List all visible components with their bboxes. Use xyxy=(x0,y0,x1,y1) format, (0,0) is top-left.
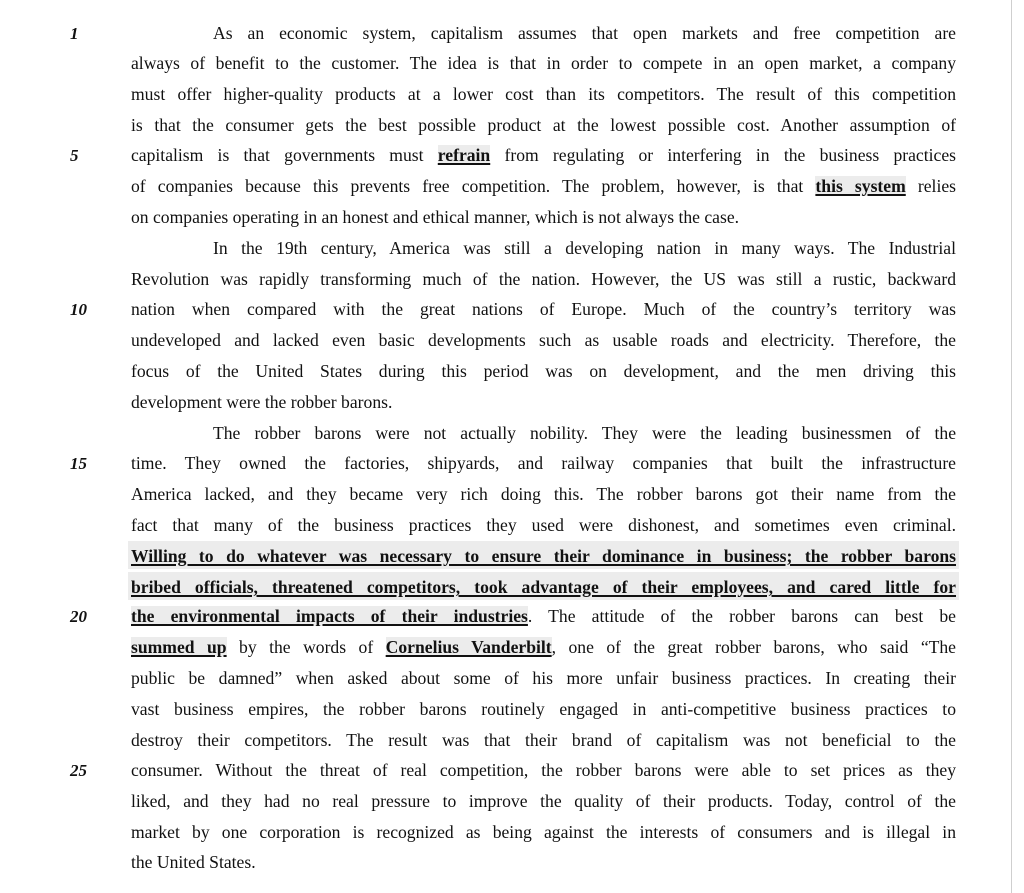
line-number: 5 xyxy=(70,146,79,165)
line-number: 25 xyxy=(70,761,87,780)
highlighted-sentence-end[interactable]: the environmental impacts of their industries xyxy=(131,606,528,626)
text-line: As an economic system, capitalism assumes that open markets and free competition are xyxy=(213,23,956,43)
text-line: undeveloped and lacked even basic developments such as usable roads and electricity. Therefore, the xyxy=(131,330,956,350)
text-line: consumer. Without the threat of real competition, the robber barons were able to set prices as they xyxy=(131,760,956,780)
text-line xyxy=(0,541,1000,572)
line-number: 20 xyxy=(70,607,87,626)
text-line: the United States. xyxy=(131,852,256,872)
text-line xyxy=(0,572,1000,603)
highlighted-phrase-this-system[interactable]: this system xyxy=(815,176,906,196)
highlighted-phrase-summed-up[interactable]: summed up xyxy=(131,637,227,657)
text-line: In the 19th century, America was still a developing nation in many ways. The Industrial xyxy=(213,238,956,258)
text-line: destroy their competitors. The result was that their brand of capitalism was not beneficial to the xyxy=(131,730,956,750)
text-line: The robber barons were not actually nobility. They were the leading businessmen of the xyxy=(213,423,956,443)
text-line: fact that many of the business practices they used were dishonest, and sometimes even criminal. xyxy=(131,515,956,535)
text-line: Revolution was rapidly transforming much of the nation. However, the US was still a rustic, backward xyxy=(131,269,956,289)
text-line: liked, and they had no real pressure to improve the quality of their products. Today, control of the xyxy=(131,791,956,811)
text-line: capitalism is that governments must refrain from regulating or interfering in the business practices xyxy=(131,145,956,165)
text-line: of companies because this prevents free competition. The problem, however, is that this system relies xyxy=(131,176,956,196)
highlighted-word-refrain[interactable]: refrain xyxy=(437,145,491,165)
text-line: development were the robber barons. xyxy=(131,392,393,412)
text-line: market by one corporation is recognized as being against the interests of consumers and is illegal in xyxy=(131,822,956,842)
highlighted-sentence[interactable]: bribed officials, threatened competitors, took advantage of their employees, and cared little for xyxy=(131,577,956,597)
text-line: focus of the United States during this period was on development, and the men driving this xyxy=(131,361,956,381)
highlighted-sentence[interactable]: Willing to do whatever was necessary to ensure their dominance in business; the robber barons xyxy=(131,546,956,566)
line-number: 15 xyxy=(70,454,87,473)
text-line: always of benefit to the customer. The idea is that in order to compete in an open market, a company xyxy=(131,53,956,73)
text-line: public be damned” when asked about some of his more unfair business practices. In creating their xyxy=(131,668,956,688)
line-number: 1 xyxy=(70,24,79,43)
line-number: 10 xyxy=(70,300,87,319)
text-line: summed up by the words of Cornelius Vanderbilt, one of the great robber barons, who said “The xyxy=(131,637,956,657)
text-line: must offer higher-quality products at a lower cost than its competitors. The result of this competition xyxy=(131,84,956,104)
text-line: the environmental impacts of their industries. The attitude of the robber barons can best be xyxy=(131,606,956,626)
text-line: time. They owned the factories, shipyards, and railway companies that built the infrastructure xyxy=(131,453,956,473)
highlighted-name-cornelius-vanderbilt[interactable]: Cornelius Vanderbilt xyxy=(385,637,552,657)
text-line: vast business empires, the robber barons routinely engaged in anti-competitive business practices to xyxy=(131,699,956,719)
text-line: on companies operating in an honest and ethical manner, which is not always the case. xyxy=(131,207,740,227)
text-line: America lacked, and they became very rich doing this. The robber barons got their name from the xyxy=(131,484,956,504)
text-line: is that the consumer gets the best possible product at the lowest possible cost. Another assumption of xyxy=(131,115,956,135)
text-line: nation when compared with the great nations of Europe. Much of the country’s territory was xyxy=(131,299,956,319)
